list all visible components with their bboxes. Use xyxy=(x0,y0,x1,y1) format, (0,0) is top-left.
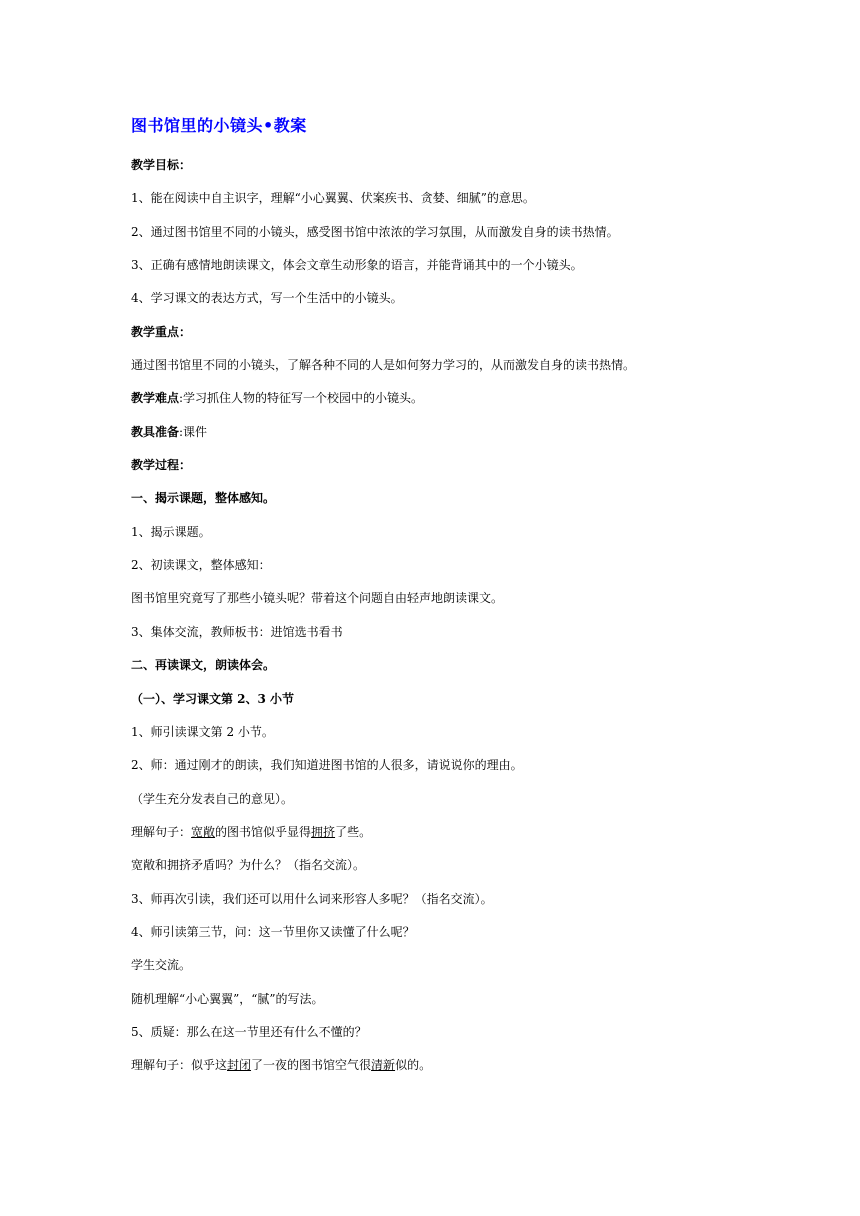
lesson-item: 宽敞和拥挤矛盾吗？为什么？（指名交流）。 xyxy=(131,858,366,873)
sentence1-suffix: 了些。 xyxy=(335,824,372,839)
key-points-heading: 教学重点： xyxy=(131,324,192,339)
lesson-item: 4、师引读第三节，问：这一节里你又读懂了什么呢？ xyxy=(131,924,415,939)
process-heading: 教学过程： xyxy=(131,458,192,473)
section1-heading: 一、揭示课题，整体感知。 xyxy=(131,491,276,506)
section1-item: 1、揭示课题。 xyxy=(131,524,211,539)
prep-line xyxy=(131,424,731,441)
sentence1-word-spacious: 宽敞 xyxy=(191,824,216,839)
subsection1-heading: （一）、学习课文第 2、3 小节 xyxy=(131,691,295,706)
lesson-item: 学生交流。 xyxy=(131,958,192,973)
sentence1-prefix: 理解句子： xyxy=(131,824,192,839)
sentence2-prefix: 理解句子：似乎这 xyxy=(131,1058,228,1073)
prep-label: 教具准备 xyxy=(131,424,180,439)
sentence2-middle: 了一夜的图书馆空气很 xyxy=(251,1058,372,1073)
difficulty-text: :学习抓住人物的特征写一个校园中的小镜头。 xyxy=(179,391,424,406)
key-points-text: 通过图书馆里不同的小镜头，了解各种不同的人是如何努力学习的，从而激发自身的读书热情。 xyxy=(131,358,636,373)
prep-text: :课件 xyxy=(179,424,208,439)
objective-item: 4、学习课文的表达方式，写一个生活中的小镜头。 xyxy=(131,291,403,306)
objective-item: 2、通过图书馆里不同的小镜头，感受图书馆中浓浓的学习氛围，从而激发自身的读书热情。 xyxy=(131,224,619,239)
document-page xyxy=(131,114,731,1091)
lesson-item: 3、师再次引读，我们还可以用什么词来形容人多呢？（指名交流）。 xyxy=(131,891,493,906)
lesson-item: （学生充分发表自己的意见）。 xyxy=(131,791,294,806)
difficulty-label: 教学难点 xyxy=(131,391,180,406)
lesson-item: 随机理解“小心翼翼”，“腻”的写法。 xyxy=(131,991,324,1006)
sentence2-suffix: 似的。 xyxy=(395,1058,432,1073)
lesson-item: 1、师引读课文第 2 小节。 xyxy=(131,724,274,739)
sentence2-word-fresh: 清新 xyxy=(371,1058,396,1073)
objective-item: 1、能在阅读中自主识字，理解“小心翼翼、伏案疾书、贪婪、细腻”的意思。 xyxy=(131,191,535,206)
sentence-understanding-2 xyxy=(131,1057,731,1074)
objectives-heading: 教学目标： xyxy=(131,158,192,172)
lesson-item: 2、师：通过刚才的朗读，我们知道进图书馆的人很多，请说说你的理由。 xyxy=(131,758,523,773)
section1-item: 图书馆里究竟写了那些小镜头呢？带着这个问题自由轻声地朗读课文。 xyxy=(131,591,504,606)
section1-item: 2、初读课文，整体感知： xyxy=(131,558,271,573)
sentence1-word-crowded: 拥挤 xyxy=(311,824,336,839)
section1-item: 3、集体交流，教师板书：进馆选书看书 xyxy=(131,624,343,639)
document-title: 图书馆里的小镜头•教案 xyxy=(131,116,307,135)
sentence2-word-closed: 封闭 xyxy=(227,1058,252,1073)
lesson-item: 5、质疑：那么在这一节里还有什么不懂的？ xyxy=(131,1024,367,1039)
objective-item: 3、正确有感情地朗读课文，体会文章生动形象的语言，并能背诵其中的一个小镜头。 xyxy=(131,258,583,273)
difficulty-line xyxy=(131,390,731,407)
sentence-understanding-1 xyxy=(131,824,731,841)
sentence1-middle: 的图书馆似乎显得 xyxy=(215,824,312,839)
section2-heading: 二、再读课文，朗读体会。 xyxy=(131,658,276,673)
